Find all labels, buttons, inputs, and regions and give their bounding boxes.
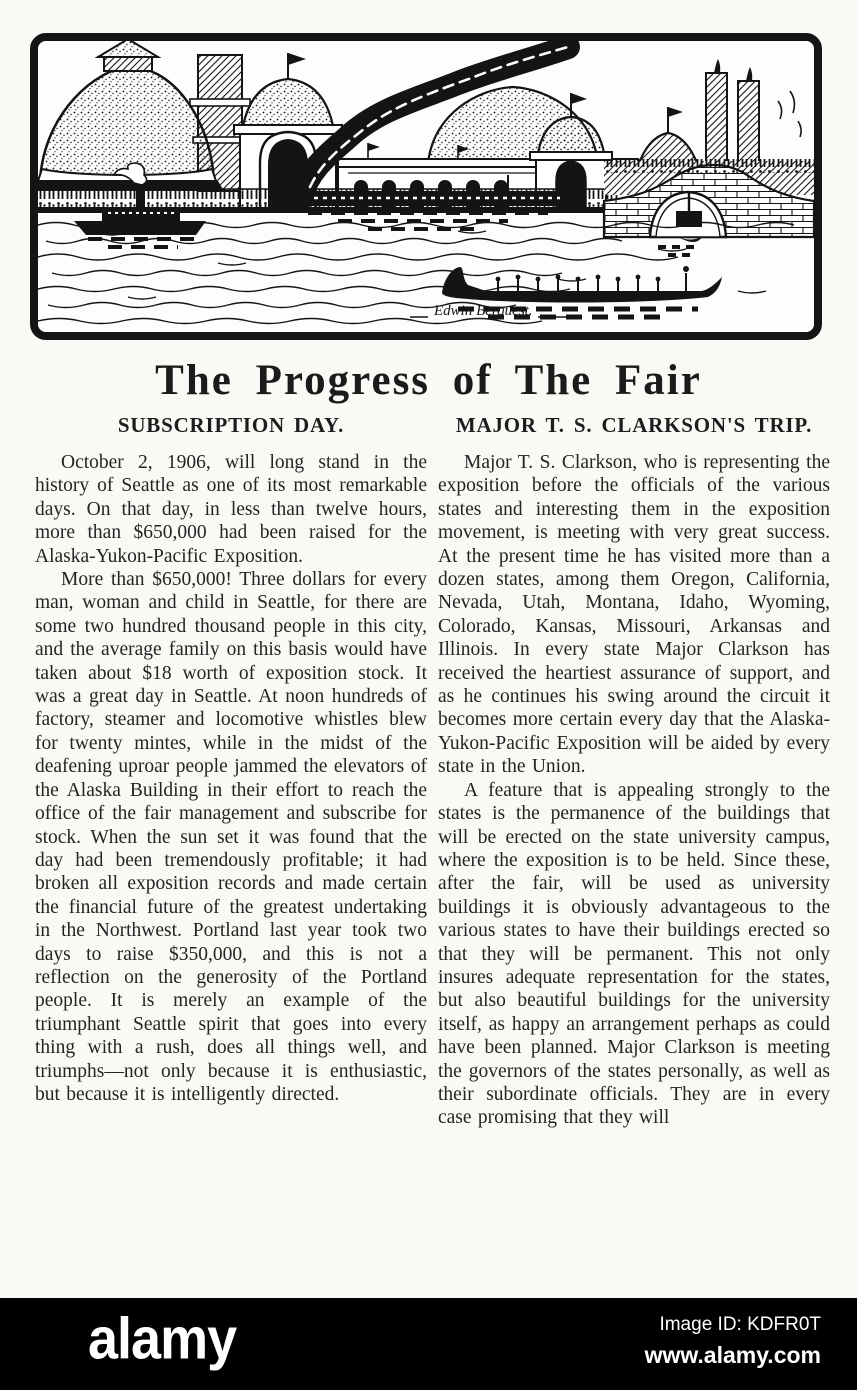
exposition-illustration-drawing	[38, 41, 814, 332]
paragraph: A feature that is appealing strongly to the states is the permanence of the buildings that will be erected on the state university campus, where the exposition is to be held. Since these, after the fair, will be used as university buildings it is obviously advantageous to the various states to have their buildings erected so that they will be permanent. This not only insures adequate representation for the states, but also beautiful buildings for the university itself, as happy an arrangement perhaps as could have been planned. Major Clarkson is meeting the governors of the states personally, as well as their subordinate officials. They are in every case promising that they will	[438, 779, 830, 1129]
paragraph: Major T. S. Clarkson, who is representing the exposition before the officials of the various states and interesting them in the exposition movement, is meeting with very great success. At the present time he has visited more than a dozen states, among them Oregon, California, Nevada, Utah, Montana, Idaho, Wyoming, Colorado, Kansas, Missouri, Arkansas and Illinois. In every state Major Clarkson has received the heartiest assurance of support, and as he continues his swing around the circuit it becomes more certain every day that the Alaska-Yukon-Pacific Exposition will be aided by every state in the Union.	[438, 452, 830, 778]
alamy-url: www.alamy.com	[644, 1342, 821, 1368]
paragraph: More than $650,000! Three dollars for every man, woman and child in Seattle, for there are some two hundred thousand people in this city, and the average family on this basis would have taken about $18 worth of exposition stock. It was a great day in Seattle. At noon hundreds of factory, steamer and locomotive whistles blew for twenty mintes, while in the midst of the deafening uproar people jammed the elevators of the Alaska Building in their effort to reach the office of the fair management and subscribe for stock. When the sun set it was found that the day had been tremendously profitable; it had broken all exposition records and made certain the financial future of the greatest undertaking in the Northwest. Portland last year took two days to raise $350,000, and this is not a reflection on the generosity of the Portland people. It is merely an example of the triumphant Seattle spirit that goes into every thing with a rush, does all things well, and triumphs—not only because it is enthusiastic, but because it is intelligently directed.	[35, 569, 427, 1105]
right-column	[438, 413, 830, 1293]
left-column	[35, 413, 427, 1293]
exposition-illustration	[30, 33, 822, 340]
right-column-header: MAJOR T. S. CLARKSON'S TRIP.	[455, 413, 813, 437]
artist-signature: Edwin Berquest.	[434, 303, 533, 319]
alamy-logo: alamy	[88, 1306, 237, 1372]
page-title: The Progress of The Fair	[155, 357, 702, 404]
watermark-text-block	[645, 1314, 821, 1369]
alamy-watermark-bar	[0, 1298, 857, 1390]
image-id-label: Image ID: KDFR0T	[659, 1314, 821, 1335]
stone-bridge	[604, 159, 814, 242]
paragraph: October 2, 1906, will long stand in the history of Seattle as one of its most remarkable days. On that day, in less than twelve hours, more than $650,000 had been raised for the Alaska-Yukon-Pacific Exposition.	[35, 452, 427, 567]
left-column-header: SUBSCRIPTION DAY.	[117, 413, 345, 437]
